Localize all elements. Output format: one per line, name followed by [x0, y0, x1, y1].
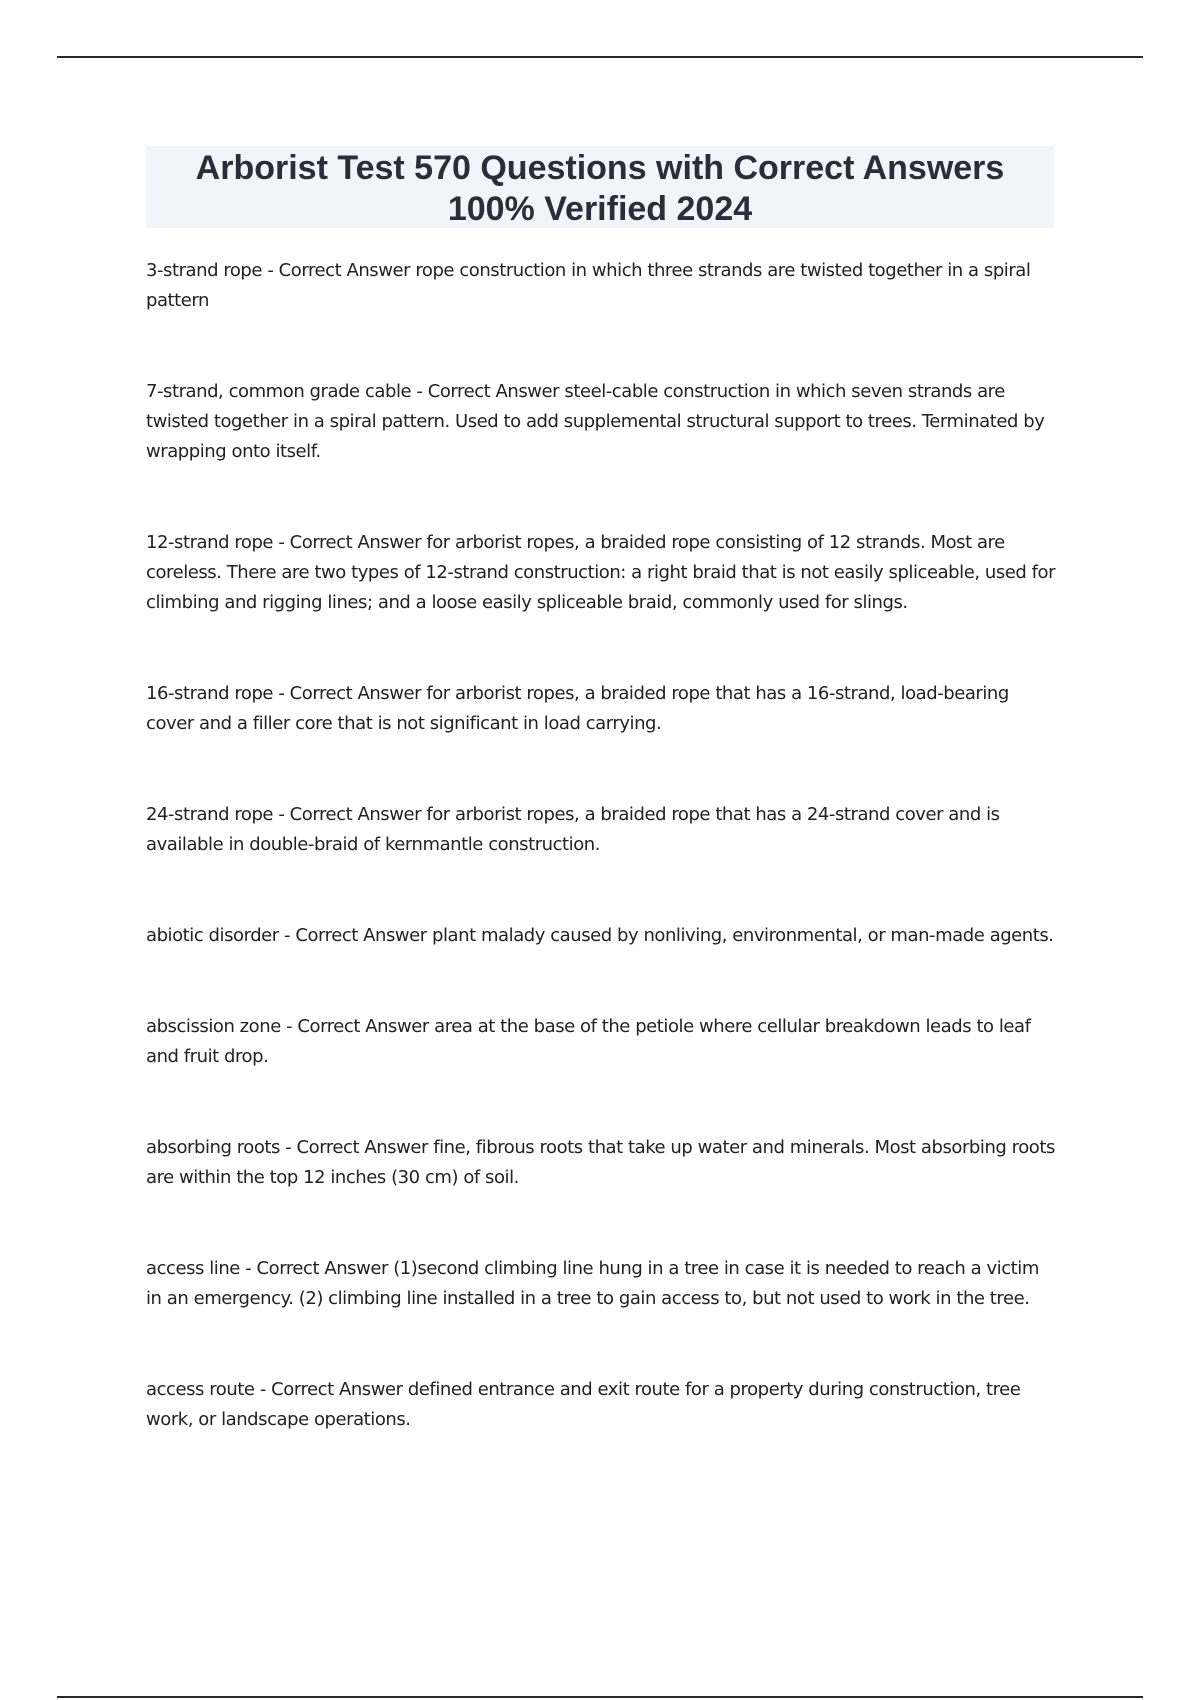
entry-term: abscission zone	[146, 1016, 281, 1037]
entry-separator: - Correct Answer	[278, 925, 433, 946]
page-title	[146, 148, 1054, 230]
entry-separator: - Correct Answer	[279, 1137, 434, 1158]
entry-definition: for arborist ropes, a braided rope consisting of 12 strands. Most are coreless. There are two types of 12-strand construction: a right braid that is not easily spliceable, used for climbing and rigging lines; and a loose easily spliceable braid, commonly used for slings.	[146, 532, 1056, 613]
bottom-rule	[57, 1696, 1143, 1698]
entry-term: absorbing roots	[146, 1137, 280, 1158]
glossary-entry	[146, 800, 1058, 860]
entry-separator: - Correct Answer	[273, 683, 427, 704]
glossary-entry	[146, 377, 1058, 467]
entry-separator: - Correct Answer	[411, 381, 565, 402]
entry-definition: fine, fibrous roots that take up water and minerals. Most absorbing roots are within the top 12 inches (30 cm) of soil.	[146, 1137, 1055, 1188]
entry-definition: (1)second climbing line hung in a tree in case it is needed to reach a victim in an emergency. (2) climbing line installed in a tree to gain access to, but not used to work in the tree.	[146, 1258, 1039, 1309]
glossary-entry	[146, 921, 1058, 951]
glossary-entry	[146, 528, 1058, 618]
page-title-line-2: 100% Verified 2024	[447, 190, 753, 228]
entry-term: 24-strand rope	[146, 804, 274, 825]
glossary-entry	[146, 1375, 1058, 1435]
entry-separator: - Correct Answer	[280, 1016, 435, 1037]
entry-separator: - Correct Answer	[254, 1379, 408, 1400]
entry-definition: area at the base of the petiole where cellular breakdown leads to leaf and fruit drop.	[146, 1016, 1031, 1067]
entry-term: 16-strand rope	[146, 683, 274, 704]
entry-separator: - Correct Answer	[239, 1258, 394, 1279]
entry-term: access line	[146, 1258, 240, 1279]
entry-definition: for arborist ropes, a braided rope that has a 24-strand cover and is available in double-braid of kernmantle construction.	[146, 804, 1000, 855]
entry-separator: - Correct Answer	[273, 532, 427, 553]
entry-definition: rope construction in which three strands are twisted together in a spiral pattern	[146, 260, 1031, 311]
entry-separator: - Correct Answer	[262, 260, 416, 281]
entry-term: abiotic disorder	[146, 925, 279, 946]
entry-separator: - Correct Answer	[273, 804, 427, 825]
page-title-line-1: Arborist Test 570 Questions with Correct Answers	[195, 149, 1005, 187]
entry-term: 7-strand, common grade cable	[146, 381, 412, 402]
entry-term: 12-strand rope	[146, 532, 274, 553]
glossary-entry	[146, 679, 1058, 739]
entry-definition: for arborist ropes, a braided rope that has a 16-strand, load-bearing cover and a filler core that is not significant in load carrying.	[146, 683, 1009, 734]
entry-term: access route	[146, 1379, 255, 1400]
title-banner	[146, 146, 1054, 228]
entry-definition: steel-cable construction in which seven strands are twisted together in a spiral pattern. Used to add supplemental structural support to trees. Terminated by wrapping onto itself.	[146, 381, 1045, 462]
glossary-entry	[146, 1133, 1058, 1193]
glossary-list	[146, 256, 1058, 1496]
glossary-entry	[146, 256, 1058, 316]
top-rule	[57, 56, 1143, 58]
entry-definition: plant malady caused by nonliving, environmental, or man-made agents.	[432, 925, 1054, 946]
glossary-entry	[146, 1254, 1058, 1314]
entry-definition: defined entrance and exit route for a property during construction, tree work, or landscape operations.	[146, 1379, 1021, 1430]
glossary-entry	[146, 1012, 1058, 1072]
entry-term: 3-strand rope	[146, 260, 263, 281]
